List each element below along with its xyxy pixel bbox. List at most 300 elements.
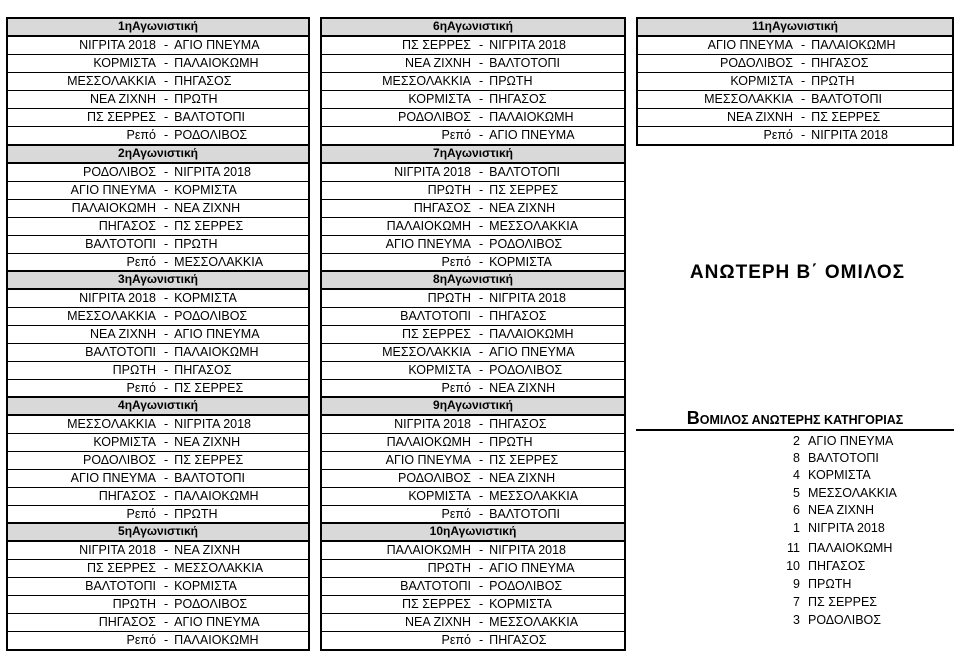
round-table: [320, 144, 626, 273]
away-team: ΠΣ ΣΕΡΡΕΣ: [489, 183, 559, 197]
away-team: ΠΗΓΑΣΟΣ: [489, 417, 547, 431]
match-row: [638, 73, 952, 91]
away-team: ΑΓΙΟ ΠΝΕΥΜΑ: [174, 38, 260, 52]
home-team: ΠΑΛΑΙΟΚΩΜΗ: [386, 435, 471, 449]
round-table: [6, 270, 310, 399]
home-team: ΠΣ ΣΕΡΡΕΣ: [401, 597, 471, 611]
home-team: ΝΕΑ ΖΙΧΝΗ: [405, 56, 471, 70]
match-separator: -: [164, 507, 169, 521]
away-team: ΠΗΓΑΣΟΣ: [489, 633, 547, 647]
away-team: ΒΑΛΤΟΤΟΠΙ: [489, 165, 561, 179]
home-team: ΒΑΛΤΟΤΟΠΙ: [85, 579, 156, 593]
round-title: 1ηΑγωνιστική: [8, 19, 308, 37]
match-separator: -: [164, 309, 169, 323]
match-row: [322, 452, 624, 470]
match-separator: -: [479, 615, 484, 629]
home-team: ΡΟΔΟΛΙΒΟΣ: [398, 471, 471, 485]
match-separator: -: [801, 110, 806, 124]
away-team: ΠΣ ΣΕΡΡΕΣ: [174, 453, 244, 467]
match-row: [322, 380, 624, 397]
match-separator: -: [479, 309, 484, 323]
group-team: [772, 559, 865, 573]
away-team: ΒΑΛΤΟΤΟΠΙ: [489, 56, 561, 70]
home-team: Ρεπό: [441, 633, 471, 647]
round-title: 8ηΑγωνιστική: [322, 272, 624, 290]
match-row: [322, 91, 624, 109]
team-number: 8: [793, 451, 800, 465]
away-team: ΚΟΡΜΙΣΤΑ: [174, 291, 237, 305]
home-team: ΜΕΣΣΟΛΑΚΚΙΑ: [704, 92, 793, 106]
match-row: [322, 344, 624, 362]
match-row: [8, 362, 308, 380]
match-row: [8, 254, 308, 271]
home-team: ΑΓΙΟ ΠΝΕΥΜΑ: [385, 453, 471, 467]
match-row: [638, 109, 952, 127]
match-separator: -: [164, 110, 169, 124]
home-team: ΠΑΛΑΙΟΚΩΜΗ: [386, 219, 471, 233]
match-separator: -: [164, 615, 169, 629]
match-separator: -: [479, 92, 484, 106]
away-team: ΝΕΑ ΖΙΧΝΗ: [174, 435, 241, 449]
home-team: ΚΟΡΜΙΣΤΑ: [408, 363, 471, 377]
match-separator: -: [164, 56, 169, 70]
match-row: [322, 362, 624, 380]
match-row: [8, 73, 308, 91]
match-separator: -: [801, 38, 806, 52]
match-row: [638, 55, 952, 73]
home-team: ΑΓΙΟ ΠΝΕΥΜΑ: [707, 38, 793, 52]
match-separator: -: [801, 92, 806, 106]
home-team: ΝΙΓΡΙΤΑ 2018: [79, 38, 156, 52]
home-team: Ρεπό: [126, 381, 156, 395]
match-separator: -: [479, 38, 484, 52]
home-team: Ρεπό: [763, 128, 793, 142]
match-separator: -: [164, 92, 169, 106]
round-title: 7ηΑγωνιστική: [322, 146, 624, 164]
match-separator: -: [164, 237, 169, 251]
match-row: [8, 434, 308, 452]
home-team: Ρεπό: [441, 128, 471, 142]
round-title: 5ηΑγωνιστική: [8, 524, 308, 542]
match-separator: -: [164, 327, 169, 341]
match-separator: -: [164, 435, 169, 449]
match-separator: -: [479, 381, 484, 395]
match-separator: -: [164, 165, 169, 179]
match-row: [322, 37, 624, 55]
match-row: [8, 614, 308, 632]
match-row: [8, 506, 308, 523]
home-team: ΒΑΛΤΟΤΟΠΙ: [400, 579, 471, 593]
match-separator: -: [479, 237, 484, 251]
round-title: 2ηΑγωνιστική: [8, 146, 308, 164]
team-number: 5: [793, 486, 800, 500]
team-number: 7: [793, 595, 800, 609]
match-separator: -: [479, 363, 484, 377]
round-title: 3ηΑγωνιστική: [8, 272, 308, 290]
home-team: ΜΕΣΣΟΛΑΚΚΙΑ: [67, 417, 156, 431]
match-row: [322, 308, 624, 326]
home-team: ΠΡΩΤΗ: [427, 183, 471, 197]
team-name: ΚΟΡΜΙΣΤΑ: [808, 468, 871, 482]
match-row: [8, 164, 308, 182]
home-team: ΠΗΓΑΣΟΣ: [98, 615, 156, 629]
home-team: ΝΙΓΡΙΤΑ 2018: [394, 417, 471, 431]
away-team: ΠΗΓΑΣΟΣ: [174, 74, 232, 88]
home-team: ΚΟΡΜΙΣΤΑ: [408, 92, 471, 106]
match-row: [8, 200, 308, 218]
team-number: 11: [787, 541, 800, 555]
match-row: [322, 560, 624, 578]
away-team: ΠΑΛΑΙΟΚΩΜΗ: [489, 110, 574, 124]
away-team: ΠΑΛΑΙΟΚΩΜΗ: [174, 633, 259, 647]
group-team: [772, 434, 893, 448]
away-team: ΠΣ ΣΕΡΡΕΣ: [811, 110, 881, 124]
match-separator: -: [479, 633, 484, 647]
page-heading: ΑΝΩΤΕΡΗ Β΄ ΟΜΙΛΟΣ: [689, 262, 906, 283]
match-row: [8, 452, 308, 470]
home-team: ΡΟΔΟΛΙΒΟΣ: [720, 56, 793, 70]
home-team: ΚΟΡΜΙΣΤΑ: [93, 56, 156, 70]
home-team: ΚΟΡΜΙΣΤΑ: [93, 435, 156, 449]
team-number: 9: [793, 577, 800, 591]
match-row: [8, 182, 308, 200]
home-team: ΝΕΑ ΖΙΧΝΗ: [405, 615, 471, 629]
away-team: ΜΕΣΣΟΛΑΚΚΙΑ: [489, 615, 579, 629]
match-separator: -: [164, 38, 169, 52]
home-team: Ρεπό: [441, 255, 471, 269]
match-separator: -: [479, 435, 484, 449]
away-team: ΝΙΓΡΙΤΑ 2018: [489, 38, 567, 52]
away-team: ΠΡΩΤΗ: [174, 92, 218, 106]
away-team: ΝΙΓΡΙΤΑ 2018: [811, 128, 889, 142]
home-team: ΒΑΛΤΟΤΟΠΙ: [85, 237, 156, 251]
away-team: ΑΓΙΟ ΠΝΕΥΜΑ: [174, 615, 260, 629]
match-row: [322, 73, 624, 91]
home-team: ΠΡΩΤΗ: [427, 561, 471, 575]
home-team: ΡΟΔΟΛΙΒΟΣ: [83, 165, 156, 179]
home-team: ΠΡΩΤΗ: [427, 291, 471, 305]
match-row: [322, 109, 624, 127]
home-team: ΡΟΔΟΛΙΒΟΣ: [83, 453, 156, 467]
away-team: ΜΕΣΣΟΛΑΚΚΙΑ: [489, 489, 579, 503]
away-team: ΜΕΣΣΟΛΑΚΚΙΑ: [174, 255, 264, 269]
match-separator: -: [479, 219, 484, 233]
match-row: [322, 632, 624, 649]
away-team: ΝΕΑ ΖΙΧΝΗ: [489, 201, 556, 215]
match-separator: -: [479, 543, 484, 557]
group-team: [772, 521, 885, 535]
round-title: 4ηΑγωνιστική: [8, 398, 308, 416]
away-team: ΝΕΑ ΖΙΧΝΗ: [489, 471, 556, 485]
away-team: ΒΑΛΤΟΤΟΠΙ: [489, 507, 561, 521]
round-table: [6, 522, 310, 651]
home-team: Ρεπό: [126, 633, 156, 647]
away-team: ΠΣ ΣΕΡΡΕΣ: [489, 453, 559, 467]
match-row: [8, 578, 308, 596]
round-title: 9ηΑγωνιστική: [322, 398, 624, 416]
away-team: ΡΟΔΟΛΙΒΟΣ: [174, 597, 248, 611]
match-separator: -: [479, 507, 484, 521]
away-team: ΡΟΔΟΛΙΒΟΣ: [489, 237, 563, 251]
team-name: ΜΕΣΣΟΛΑΚΚΙΑ: [808, 486, 897, 500]
away-team: ΠΑΛΑΙΟΚΩΜΗ: [174, 345, 259, 359]
match-row: [322, 596, 624, 614]
away-team: ΒΑΛΤΟΤΟΠΙ: [811, 92, 883, 106]
match-row: [322, 434, 624, 452]
team-number: 4: [793, 468, 800, 482]
away-team: ΠΡΩΤΗ: [174, 237, 218, 251]
match-row: [322, 200, 624, 218]
home-team: ΑΓΙΟ ΠΝΕΥΜΑ: [70, 183, 156, 197]
match-separator: -: [164, 579, 169, 593]
round-table: [320, 270, 626, 399]
away-team: ΝΕΑ ΖΙΧΝΗ: [174, 201, 241, 215]
round-table: [6, 396, 310, 525]
group-team: [772, 503, 874, 517]
match-separator: -: [479, 56, 484, 70]
away-team: ΚΟΡΜΙΣΤΑ: [174, 579, 237, 593]
match-row: [8, 127, 308, 144]
match-separator: -: [479, 345, 484, 359]
match-row: [8, 470, 308, 488]
away-team: ΑΓΙΟ ΠΝΕΥΜΑ: [489, 561, 575, 575]
away-team: ΠΗΓΑΣΟΣ: [489, 92, 547, 106]
away-team: ΝΕΑ ΖΙΧΝΗ: [174, 543, 241, 557]
match-separator: -: [479, 255, 484, 269]
round-table: [320, 522, 626, 651]
round-title: 6ηΑγωνιστική: [322, 19, 624, 37]
home-team: ΝΕΑ ΖΙΧΝΗ: [90, 327, 156, 341]
match-separator: -: [479, 561, 484, 575]
match-row: [322, 182, 624, 200]
match-separator: -: [164, 201, 169, 215]
match-row: [322, 488, 624, 506]
away-team: ΠΗΓΑΣΟΣ: [811, 56, 869, 70]
home-team: ΒΑΛΤΟΤΟΠΙ: [400, 309, 471, 323]
group-team: [772, 451, 879, 465]
home-team: ΠΡΩΤΗ: [112, 597, 156, 611]
away-team: ΚΟΡΜΙΣΤΑ: [489, 597, 552, 611]
home-team: ΠΗΓΑΣΟΣ: [98, 489, 156, 503]
home-team: ΠΗΓΑΣΟΣ: [413, 201, 471, 215]
away-team: ΝΙΓΡΙΤΑ 2018: [489, 543, 567, 557]
team-number: 6: [793, 503, 800, 517]
match-row: [322, 55, 624, 73]
home-team: ΠΣ ΣΕΡΡΕΣ: [401, 327, 471, 341]
home-team: ΚΟΡΜΙΣΤΑ: [408, 489, 471, 503]
away-team: ΠΑΛΑΙΟΚΩΜΗ: [174, 489, 259, 503]
away-team: ΠΑΛΑΙΟΚΩΜΗ: [811, 38, 896, 52]
home-team: Ρεπό: [126, 507, 156, 521]
match-row: [322, 164, 624, 182]
team-name: ΒΑΛΤΟΤΟΠΙ: [808, 451, 879, 465]
away-team: ΝΙΓΡΙΤΑ 2018: [174, 417, 252, 431]
away-team: ΚΟΡΜΙΣΤΑ: [489, 255, 552, 269]
team-name: ΠΑΛΑΙΟΚΩΜΗ: [808, 541, 893, 555]
round-table: [6, 17, 310, 146]
match-row: [322, 542, 624, 560]
match-separator: -: [801, 56, 806, 70]
match-separator: -: [164, 345, 169, 359]
match-row: [322, 254, 624, 271]
match-separator: -: [164, 471, 169, 485]
away-team: ΡΟΔΟΛΙΒΟΣ: [489, 579, 563, 593]
match-separator: -: [479, 165, 484, 179]
match-separator: -: [164, 255, 169, 269]
match-separator: -: [164, 291, 169, 305]
away-team: ΠΡΩΤΗ: [811, 74, 855, 88]
match-separator: -: [479, 327, 484, 341]
match-separator: -: [164, 74, 169, 88]
team-name: ΠΡΩΤΗ: [808, 577, 852, 591]
match-row: [638, 91, 952, 109]
match-row: [8, 542, 308, 560]
team-number: 2: [793, 434, 800, 448]
home-team: Ρεπό: [441, 507, 471, 521]
home-team: ΜΕΣΣΟΛΑΚΚΙΑ: [382, 74, 471, 88]
match-row: [638, 127, 952, 144]
away-team: ΠΗΓΑΣΟΣ: [174, 363, 232, 377]
away-team: ΑΓΙΟ ΠΝΕΥΜΑ: [489, 345, 575, 359]
match-separator: -: [479, 417, 484, 431]
group-team: [772, 486, 897, 500]
match-separator: -: [479, 579, 484, 593]
match-row: [8, 416, 308, 434]
match-separator: -: [479, 183, 484, 197]
match-separator: -: [479, 291, 484, 305]
match-separator: -: [801, 128, 806, 142]
away-team: ΝΙΓΡΙΤΑ 2018: [489, 291, 567, 305]
match-row: [8, 218, 308, 236]
away-team: ΠΣ ΣΕΡΡΕΣ: [174, 381, 244, 395]
round-table: [6, 144, 310, 273]
away-team: ΠΑΛΑΙΟΚΩΜΗ: [174, 56, 259, 70]
match-row: [322, 326, 624, 344]
away-team: ΠΡΩΤΗ: [489, 435, 533, 449]
home-team: ΜΕΣΣΟΛΑΚΚΙΑ: [67, 309, 156, 323]
group-title-initial: Β: [686, 408, 700, 428]
match-separator: -: [164, 128, 169, 142]
match-separator: -: [479, 74, 484, 88]
round-title: 11ηΑγωνιστική: [638, 19, 952, 37]
team-name: ΡΟΔΟΛΙΒΟΣ: [808, 613, 881, 627]
away-team: ΚΟΡΜΙΣΤΑ: [174, 183, 237, 197]
home-team: ΠΣ ΣΕΡΡΕΣ: [401, 38, 471, 52]
match-row: [8, 290, 308, 308]
group-team: [772, 595, 877, 609]
match-separator: -: [164, 633, 169, 647]
group-team: [772, 468, 871, 482]
match-row: [8, 236, 308, 254]
home-team: ΝΙΓΡΙΤΑ 2018: [394, 165, 471, 179]
match-separator: -: [479, 110, 484, 124]
away-team: ΝΙΓΡΙΤΑ 2018: [174, 165, 252, 179]
team-name: ΠΣ ΣΕΡΡΕΣ: [808, 595, 878, 609]
match-separator: -: [479, 201, 484, 215]
round-table: [320, 396, 626, 525]
match-row: [8, 560, 308, 578]
match-separator: -: [479, 471, 484, 485]
team-number: 10: [786, 559, 800, 573]
home-team: ΡΟΔΟΛΙΒΟΣ: [398, 110, 471, 124]
away-team: ΝΕΑ ΖΙΧΝΗ: [489, 381, 556, 395]
home-team: ΒΑΛΤΟΤΟΠΙ: [85, 345, 156, 359]
match-row: [8, 308, 308, 326]
match-row: [322, 614, 624, 632]
round-table: [636, 17, 954, 146]
match-row: [322, 416, 624, 434]
home-team: ΠΑΛΑΙΟΚΩΜΗ: [71, 201, 156, 215]
team-name: ΝΕΑ ΖΙΧΝΗ: [808, 503, 874, 517]
match-separator: -: [164, 183, 169, 197]
match-row: [322, 470, 624, 488]
match-row: [322, 236, 624, 254]
match-row: [322, 506, 624, 523]
match-separator: -: [164, 363, 169, 377]
away-team: ΡΟΔΟΛΙΒΟΣ: [489, 363, 563, 377]
group-title: [636, 408, 954, 431]
round-table: [320, 17, 626, 146]
home-team: ΝΙΓΡΙΤΑ 2018: [79, 291, 156, 305]
away-team: ΜΕΣΣΟΛΑΚΚΙΑ: [489, 219, 579, 233]
home-team: ΑΓΙΟ ΠΝΕΥΜΑ: [385, 237, 471, 251]
home-team: Ρεπό: [126, 255, 156, 269]
group-team: [772, 577, 851, 591]
team-name: ΑΓΙΟ ΠΝΕΥΜΑ: [808, 434, 894, 448]
home-team: ΜΕΣΣΟΛΑΚΚΙΑ: [382, 345, 471, 359]
team-name: ΝΙΓΡΙΤΑ 2018: [808, 521, 885, 535]
home-team: ΠΑΛΑΙΟΚΩΜΗ: [386, 543, 471, 557]
match-separator: -: [164, 381, 169, 395]
match-separator: -: [164, 453, 169, 467]
away-team: ΒΑΛΤΟΤΟΠΙ: [174, 110, 246, 124]
group-team: [772, 541, 892, 555]
match-row: [8, 109, 308, 127]
round-title: 10ηΑγωνιστική: [322, 524, 624, 542]
match-row: [8, 37, 308, 55]
team-number: 1: [793, 521, 800, 535]
match-separator: -: [164, 561, 169, 575]
match-row: [322, 127, 624, 144]
team-number: 3: [793, 613, 800, 627]
match-separator: -: [164, 417, 169, 431]
match-separator: -: [479, 489, 484, 503]
home-team: Ρεπό: [441, 381, 471, 395]
home-team: ΠΣ ΣΕΡΡΕΣ: [86, 110, 156, 124]
match-row: [322, 290, 624, 308]
match-row: [8, 488, 308, 506]
home-team: ΑΓΙΟ ΠΝΕΥΜΑ: [70, 471, 156, 485]
away-team: ΠΡΩΤΗ: [489, 74, 533, 88]
match-row: [8, 91, 308, 109]
away-team: ΠΗΓΑΣΟΣ: [489, 309, 547, 323]
match-row: [322, 578, 624, 596]
away-team: ΠΑΛΑΙΟΚΩΜΗ: [489, 327, 574, 341]
match-separator: -: [164, 219, 169, 233]
match-row: [8, 55, 308, 73]
match-separator: -: [164, 489, 169, 503]
match-separator: -: [479, 453, 484, 467]
away-team: ΡΟΔΟΛΙΒΟΣ: [174, 309, 248, 323]
match-row: [322, 218, 624, 236]
away-team: ΜΕΣΣΟΛΑΚΚΙΑ: [174, 561, 264, 575]
home-team: ΜΕΣΣΟΛΑΚΚΙΑ: [67, 74, 156, 88]
home-team: ΠΣ ΣΕΡΡΕΣ: [86, 561, 156, 575]
match-row: [8, 344, 308, 362]
home-team: Ρεπό: [126, 128, 156, 142]
match-row: [8, 380, 308, 397]
away-team: ΠΡΩΤΗ: [174, 507, 218, 521]
